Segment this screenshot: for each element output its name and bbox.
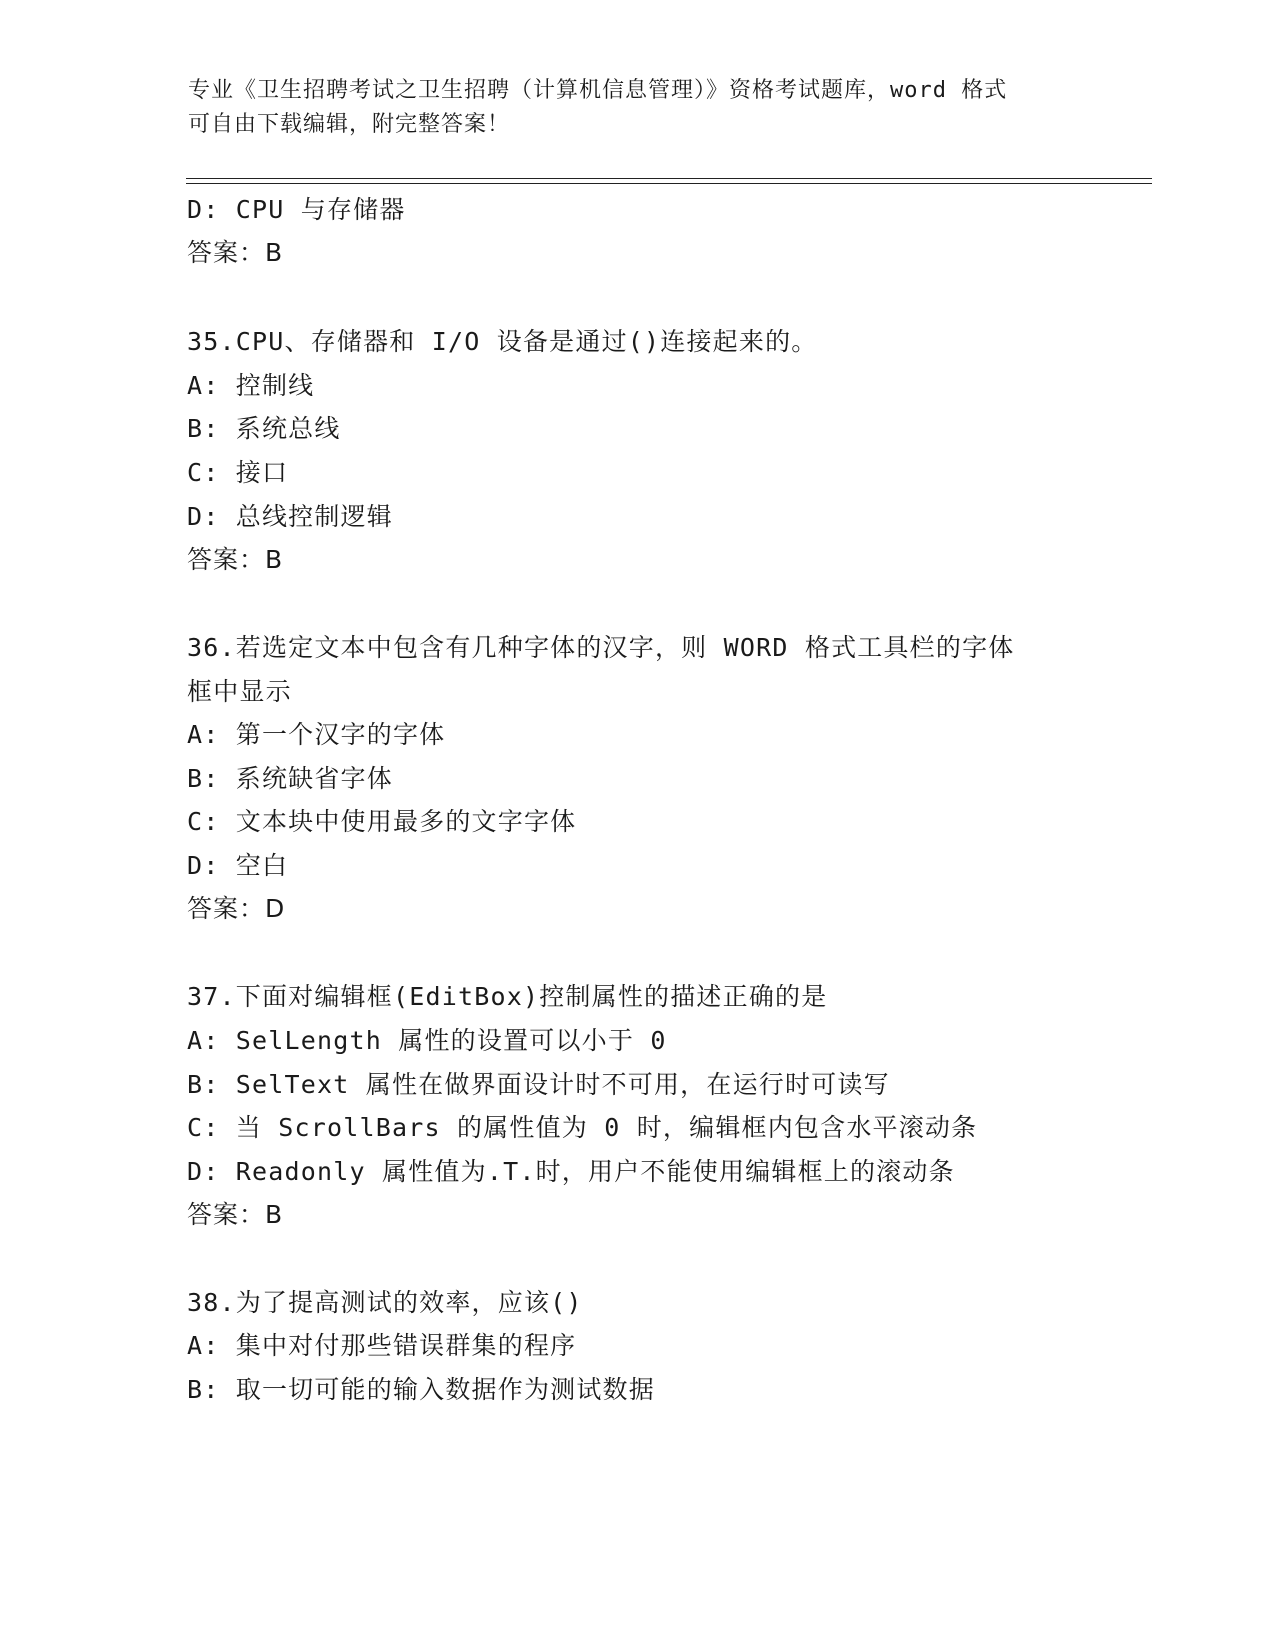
q36-option-b: B: 系统缺省字体 xyxy=(187,764,393,793)
q35-option-b: B: 系统总线 xyxy=(187,414,341,443)
q36-question-line-1: 36.若选定文本中包含有几种字体的汉字，则 WORD 格式工具栏的字体 xyxy=(187,633,1015,662)
document-header xyxy=(188,74,1088,142)
q37-option-b: B: SelText 属性在做界面设计时不可用，在运行时可读写 xyxy=(187,1070,890,1099)
q37-option-d: D: Readonly 属性值为.T.时，用户不能使用编辑框上的滚动条 xyxy=(187,1157,955,1186)
q34-option-d: D: CPU 与存储器 xyxy=(187,195,406,224)
q36-option-a: A: 第一个汉字的字体 xyxy=(187,720,446,749)
q38-question: 38.为了提高测试的效率，应该() xyxy=(187,1288,583,1317)
header-divider-bottom xyxy=(186,183,1152,184)
q35-question: 35.CPU、存储器和 I/O 设备是通过()连接起来的。 xyxy=(187,327,818,356)
header-line-2: 可自由下载编辑，附完整答案！ xyxy=(188,112,511,137)
q35-option-d: D: 总线控制逻辑 xyxy=(187,502,393,531)
q34-answer: 答案：B xyxy=(187,238,284,267)
q36-option-d: D: 空白 xyxy=(187,851,289,880)
q36-answer: 答案：D xyxy=(187,894,286,923)
q35-answer: 答案：B xyxy=(187,545,284,574)
q36-question-line-2: 框中显示 xyxy=(187,677,292,706)
q36-option-c: C: 文本块中使用最多的文字字体 xyxy=(187,807,577,836)
q37-question: 37.下面对编辑框(EditBox)控制属性的描述正确的是 xyxy=(187,982,828,1011)
q37-option-c: C: 当 ScrollBars 的属性值为 0 时，编辑框内包含水平滚动条 xyxy=(187,1113,978,1142)
q37-answer: 答案：B xyxy=(187,1200,284,1229)
q38-option-a: A: 集中对付那些错误群集的程序 xyxy=(187,1331,577,1360)
header-divider-top xyxy=(186,178,1152,179)
q35-option-c: C: 接口 xyxy=(187,458,289,487)
q38-option-b: B: 取一切可能的输入数据作为测试数据 xyxy=(187,1375,655,1404)
q35-option-a: A: 控制线 xyxy=(187,371,315,400)
header-line-1: 专业《卫生招聘考试之卫生招聘（计算机信息管理）》资格考试题库，word 格式 xyxy=(188,78,1008,103)
q37-option-a: A: SelLength 属性的设置可以小于 0 xyxy=(187,1026,667,1055)
